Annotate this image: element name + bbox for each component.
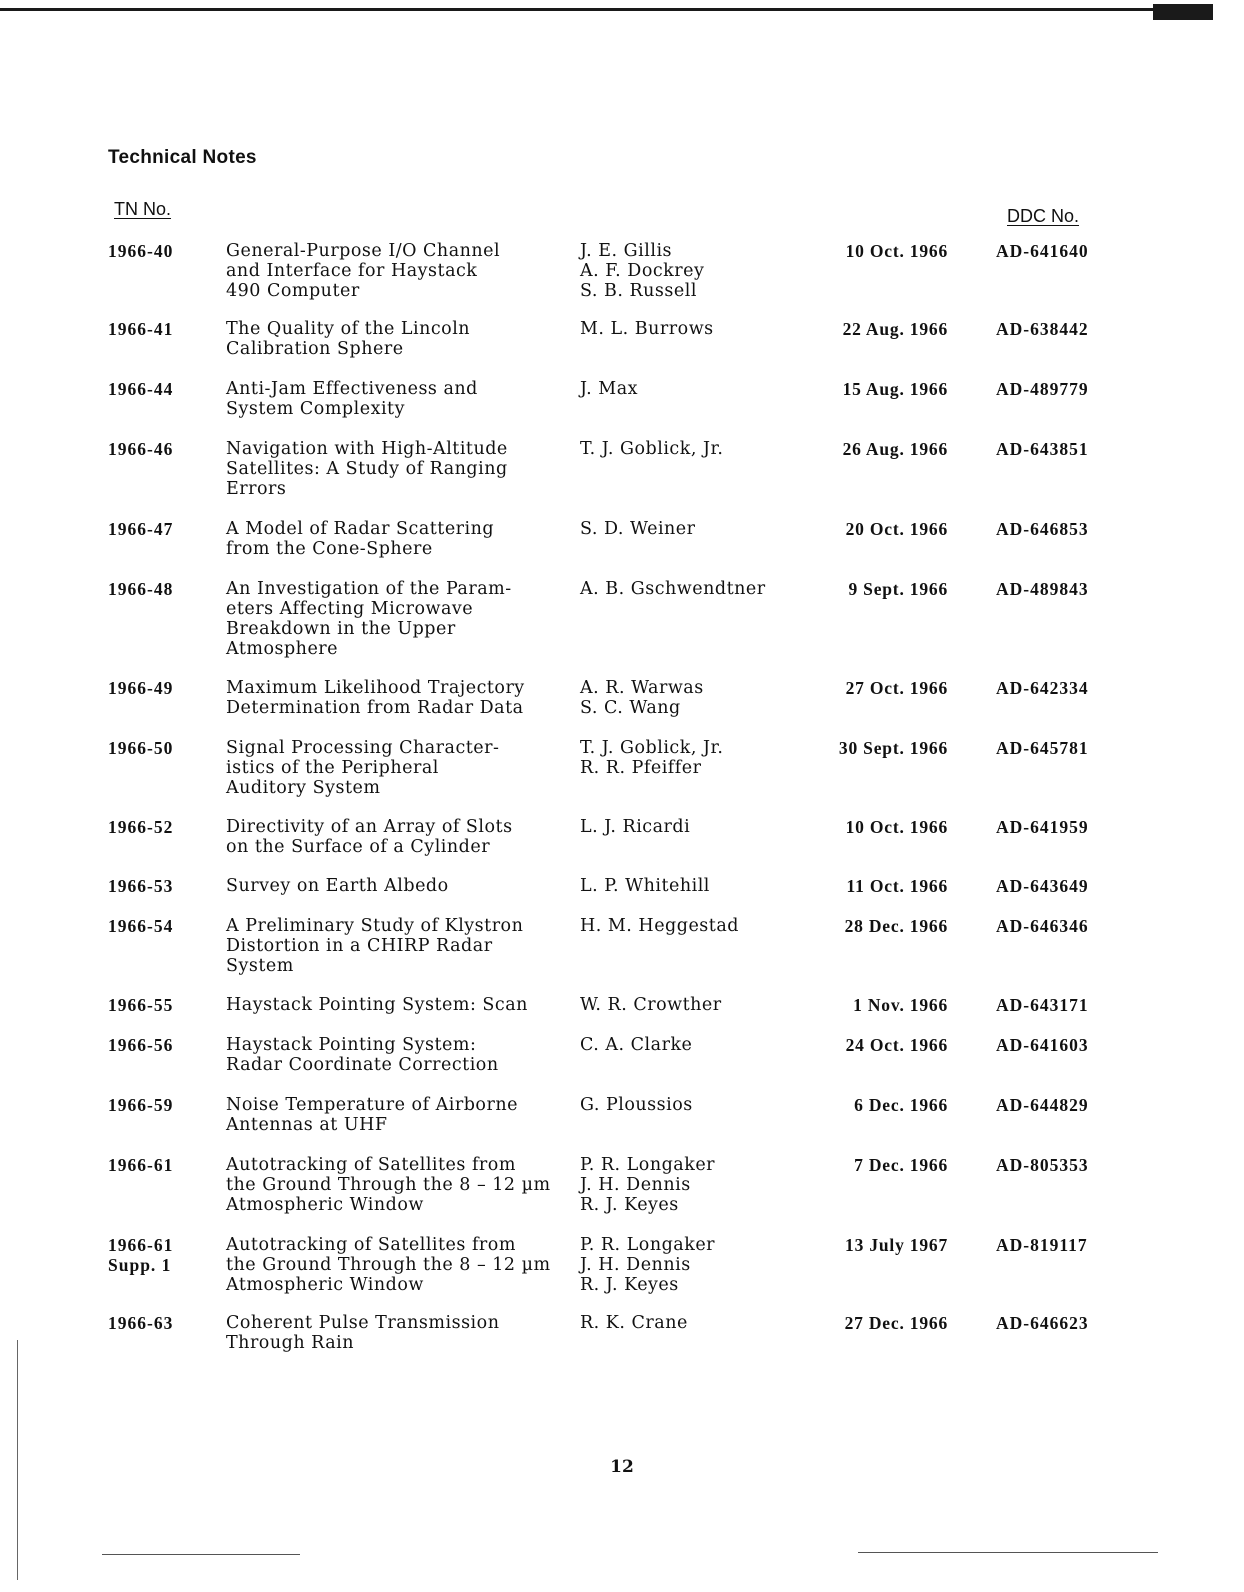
note-authors-line: P. R. Longaker: [580, 1155, 716, 1175]
note-authors: [580, 876, 800, 896]
note-title-line: Anti-Jam Effectiveness and: [226, 379, 478, 399]
note-date: [806, 1035, 948, 1055]
ddc-number-line: AD-646623: [996, 1313, 1089, 1333]
note-title-line: General-Purpose I/O Channel: [226, 241, 501, 261]
note-authors: [580, 916, 800, 936]
tn-number-line: 1966-54: [108, 916, 174, 936]
note-authors-line: R. J. Keyes: [580, 1275, 679, 1295]
note-date-line: 28 Dec. 1966: [844, 916, 948, 936]
note-title: [226, 678, 576, 718]
page-title: Technical Notes: [108, 147, 257, 168]
note-title-line: on the Surface of a Cylinder: [226, 837, 491, 857]
tn-number-line: Supp. 1: [108, 1255, 172, 1275]
note-title-line: Atmospheric Window: [226, 1195, 424, 1215]
ddc-number: [996, 1235, 1136, 1255]
note-authors: [580, 1095, 800, 1115]
tn-number-line: 1966-55: [108, 995, 174, 1015]
note-title-line: the Ground Through the 8 – 12 µm: [226, 1255, 551, 1275]
ddc-number: [996, 1313, 1136, 1333]
note-date: [806, 738, 948, 758]
note-authors-line: S. D. Weiner: [580, 519, 696, 539]
note-date: [806, 319, 948, 339]
note-authors-line: L. P. Whitehill: [580, 876, 710, 896]
ddc-number-line: AD-642334: [996, 678, 1089, 698]
tn-number: [108, 876, 218, 896]
note-authors-line: R. R. Pfeiffer: [580, 758, 702, 778]
tn-number: [108, 916, 218, 936]
note-date-line: 27 Oct. 1966: [845, 678, 948, 698]
note-title: [226, 1235, 576, 1295]
note-title: [226, 876, 576, 896]
ddc-number: [996, 678, 1136, 698]
tn-number: [108, 379, 218, 399]
note-title-line: An Investigation of the Param-: [226, 579, 512, 599]
note-authors-line: J. Max: [580, 379, 639, 399]
ddc-number-line: AD-489779: [996, 379, 1089, 399]
tn-number: [108, 1095, 218, 1115]
note-title-line: Autotracking of Satellites from: [226, 1155, 516, 1175]
note-authors: [580, 519, 800, 539]
note-title-line: The Quality of the Lincoln: [226, 319, 471, 339]
note-date: [806, 1155, 948, 1175]
note-title-line: Navigation with High-Altitude: [226, 439, 508, 459]
note-authors: [580, 1313, 800, 1333]
ddc-number: [996, 379, 1136, 399]
note-title: [226, 1155, 576, 1215]
note-title-line: 490 Computer: [226, 281, 360, 301]
note-title-line: Haystack Pointing System: Scan: [226, 995, 528, 1015]
page-number: 12: [610, 1457, 634, 1477]
note-date-line: 24 Oct. 1966: [845, 1035, 948, 1055]
note-title-line: Atmosphere: [226, 639, 339, 659]
note-date: [806, 1235, 948, 1255]
note-title: [226, 738, 576, 798]
note-date: [806, 916, 948, 936]
ddc-number: [996, 738, 1136, 758]
ddc-number: [996, 876, 1136, 896]
ddc-number: [996, 817, 1136, 837]
note-authors-line: S. B. Russell: [580, 281, 697, 301]
note-date-line: 10 Oct. 1966: [845, 241, 948, 261]
tn-number-line: 1966-47: [108, 519, 174, 539]
note-date: [806, 439, 948, 459]
ddc-number: [996, 995, 1136, 1015]
note-title-line: A Preliminary Study of Klystron: [226, 916, 524, 936]
note-date: [806, 1095, 948, 1115]
ddc-number-line: AD-643851: [996, 439, 1089, 459]
note-title-line: Autotracking of Satellites from: [226, 1235, 516, 1255]
note-date: [806, 876, 948, 896]
note-title-line: the Ground Through the 8 – 12 µm: [226, 1175, 551, 1195]
note-title-line: Determination from Radar Data: [226, 698, 524, 718]
note-title: [226, 519, 576, 559]
note-authors: [580, 678, 800, 718]
note-title-line: Breakdown in the Upper: [226, 619, 456, 639]
note-authors: [580, 1035, 800, 1055]
note-title: [226, 579, 576, 659]
tn-number-line: 1966-61: [108, 1235, 174, 1255]
ddc-number: [996, 439, 1136, 459]
note-authors: [580, 738, 800, 778]
bottom-scan-rule-right: [858, 1552, 1158, 1553]
tn-number-line: 1966-46: [108, 439, 174, 459]
note-date: [806, 519, 948, 539]
note-authors-line: R. J. Keyes: [580, 1195, 679, 1215]
note-title-line: Satellites: A Study of Ranging: [226, 459, 508, 479]
note-title-line: Haystack Pointing System:: [226, 1035, 477, 1055]
tn-number-line: 1966-48: [108, 579, 174, 599]
tn-number: [108, 1035, 218, 1055]
note-title-line: from the Cone-Sphere: [226, 539, 433, 559]
tn-number-line: 1966-52: [108, 817, 174, 837]
note-title: [226, 995, 576, 1015]
tn-number: [108, 1235, 218, 1275]
note-date: [806, 1313, 948, 1333]
bottom-scan-rule-left: [102, 1554, 300, 1555]
note-date-line: 10 Oct. 1966: [845, 817, 948, 837]
note-date-line: 22 Aug. 1966: [842, 319, 948, 339]
tn-number-line: 1966-40: [108, 241, 174, 261]
tn-number: [108, 579, 218, 599]
tn-number-line: 1966-59: [108, 1095, 174, 1115]
note-title-line: System Complexity: [226, 399, 405, 419]
note-title: [226, 817, 576, 857]
note-authors: [580, 1155, 800, 1215]
note-authors: [580, 579, 800, 599]
note-date-line: 13 July 1967: [845, 1235, 948, 1255]
ddc-number-line: AD-644829: [996, 1095, 1089, 1115]
note-title-line: and Interface for Haystack: [226, 261, 478, 281]
note-title-line: Calibration Sphere: [226, 339, 404, 359]
tn-number: [108, 1313, 218, 1333]
tn-number-line: 1966-56: [108, 1035, 174, 1055]
note-authors-line: M. L. Burrows: [580, 319, 714, 339]
ddc-number: [996, 1035, 1136, 1055]
tn-number: [108, 995, 218, 1015]
note-date-line: 27 Dec. 1966: [844, 1313, 948, 1333]
note-authors-line: L. J. Ricardi: [580, 817, 691, 837]
note-title-line: Atmospheric Window: [226, 1275, 424, 1295]
note-date: [806, 817, 948, 837]
ddc-number-line: AD-643649: [996, 876, 1089, 896]
tn-number: [108, 817, 218, 837]
note-authors-line: A. R. Warwas: [580, 678, 704, 698]
note-authors: [580, 1235, 800, 1295]
note-title-line: Radar Coordinate Correction: [226, 1055, 499, 1075]
note-title-line: System: [226, 956, 294, 976]
tn-number: [108, 738, 218, 758]
ddc-number: [996, 579, 1136, 599]
note-title: [226, 379, 576, 419]
ddc-number: [996, 319, 1136, 339]
note-title: [226, 1095, 576, 1135]
ddc-number: [996, 519, 1136, 539]
note-date-line: 30 Sept. 1966: [838, 738, 948, 758]
tn-number-line: 1966-44: [108, 379, 174, 399]
ddc-number-line: AD-641603: [996, 1035, 1089, 1055]
note-title-line: Through Rain: [226, 1333, 355, 1353]
note-title-line: Coherent Pulse Transmission: [226, 1313, 500, 1333]
note-authors-line: T. J. Goblick, Jr.: [580, 738, 724, 758]
ddc-number: [996, 241, 1136, 261]
note-title-line: Signal Processing Character-: [226, 738, 500, 758]
note-title-line: Auditory System: [226, 778, 381, 798]
tn-number: [108, 241, 218, 261]
note-authors: [580, 817, 800, 837]
note-date-line: 20 Oct. 1966: [845, 519, 948, 539]
note-title-line: Maximum Likelihood Trajectory: [226, 678, 525, 698]
note-title-line: Survey on Earth Albedo: [226, 876, 449, 896]
ddc-number-line: AD-805353: [996, 1155, 1089, 1175]
note-authors-line: H. M. Heggestad: [580, 916, 739, 936]
note-authors-line: G. Ploussios: [580, 1095, 693, 1115]
column-header-tn-no: TN No.: [114, 199, 172, 219]
tn-number: [108, 1155, 218, 1175]
ddc-number: [996, 1095, 1136, 1115]
note-title-line: Errors: [226, 479, 287, 499]
ddc-number-line: AD-641959: [996, 817, 1089, 837]
note-authors-line: C. A. Clarke: [580, 1035, 693, 1055]
note-title: [226, 241, 576, 301]
note-authors-line: R. K. Crane: [580, 1313, 688, 1333]
note-authors: [580, 319, 800, 339]
tn-number-line: 1966-63: [108, 1313, 174, 1333]
note-title: [226, 1313, 576, 1353]
note-date: [806, 678, 948, 698]
note-title-line: Antennas at UHF: [226, 1115, 388, 1135]
note-title-line: istics of the Peripheral: [226, 758, 439, 778]
note-date-line: 6 Dec. 1966: [854, 1095, 948, 1115]
tn-number: [108, 439, 218, 459]
tn-number-line: 1966-50: [108, 738, 174, 758]
note-authors-line: P. R. Longaker: [580, 1235, 716, 1255]
note-authors-line: J. E. Gillis: [580, 241, 673, 261]
ddc-number-line: AD-489843: [996, 579, 1089, 599]
ddc-number-line: AD-643171: [996, 995, 1089, 1015]
note-date-line: 9 Sept. 1966: [848, 579, 948, 599]
note-title: [226, 916, 576, 976]
note-title-line: Directivity of an Array of Slots: [226, 817, 513, 837]
ddc-number-line: AD-638442: [996, 319, 1089, 339]
note-authors-line: J. H. Dennis: [580, 1255, 691, 1275]
note-authors: [580, 439, 800, 459]
note-title-line: A Model of Radar Scattering: [226, 519, 495, 539]
corner-scan-mark: [1153, 4, 1213, 20]
note-date-line: 7 Dec. 1966: [854, 1155, 948, 1175]
ddc-number-line: AD-646853: [996, 519, 1089, 539]
tn-number-line: 1966-61: [108, 1155, 174, 1175]
note-date-line: 15 Aug. 1966: [842, 379, 948, 399]
note-title-line: Distortion in a CHIRP Radar: [226, 936, 493, 956]
note-authors-line: J. H. Dennis: [580, 1175, 691, 1195]
note-title-line: Noise Temperature of Airborne: [226, 1095, 518, 1115]
note-date-line: 11 Oct. 1966: [846, 876, 948, 896]
note-authors: [580, 995, 800, 1015]
note-authors-line: S. C. Wang: [580, 698, 681, 718]
tn-number: [108, 678, 218, 698]
note-date: [806, 995, 948, 1015]
note-authors-line: T. J. Goblick, Jr.: [580, 439, 724, 459]
note-title: [226, 1035, 576, 1075]
tn-number: [108, 519, 218, 539]
tn-number-line: 1966-41: [108, 319, 174, 339]
tn-number-line: 1966-49: [108, 678, 174, 698]
note-authors: [580, 379, 800, 399]
note-date-line: 26 Aug. 1966: [842, 439, 948, 459]
ddc-number-line: AD-646346: [996, 916, 1089, 936]
ddc-number-line: AD-645781: [996, 738, 1089, 758]
ddc-number-line: AD-819117: [996, 1235, 1088, 1255]
column-header-ddc-no: DDC No.: [1007, 206, 1080, 226]
ddc-number-line: AD-641640: [996, 241, 1089, 261]
note-date: [806, 379, 948, 399]
note-authors-line: A. F. Dockrey: [580, 261, 705, 281]
note-title: [226, 319, 576, 359]
ddc-number: [996, 1155, 1136, 1175]
note-title-line: eters Affecting Microwave: [226, 599, 474, 619]
note-date: [806, 241, 948, 261]
note-date-line: 1 Nov. 1966: [853, 995, 948, 1015]
note-title: [226, 439, 576, 499]
note-authors: [580, 241, 800, 301]
tn-number: [108, 319, 218, 339]
ddc-number: [996, 916, 1136, 936]
tn-number-line: 1966-53: [108, 876, 174, 896]
note-date: [806, 579, 948, 599]
note-authors-line: A. B. Gschwendtner: [580, 579, 766, 599]
top-scan-rule: [0, 8, 1160, 11]
note-authors-line: W. R. Crowther: [580, 995, 722, 1015]
